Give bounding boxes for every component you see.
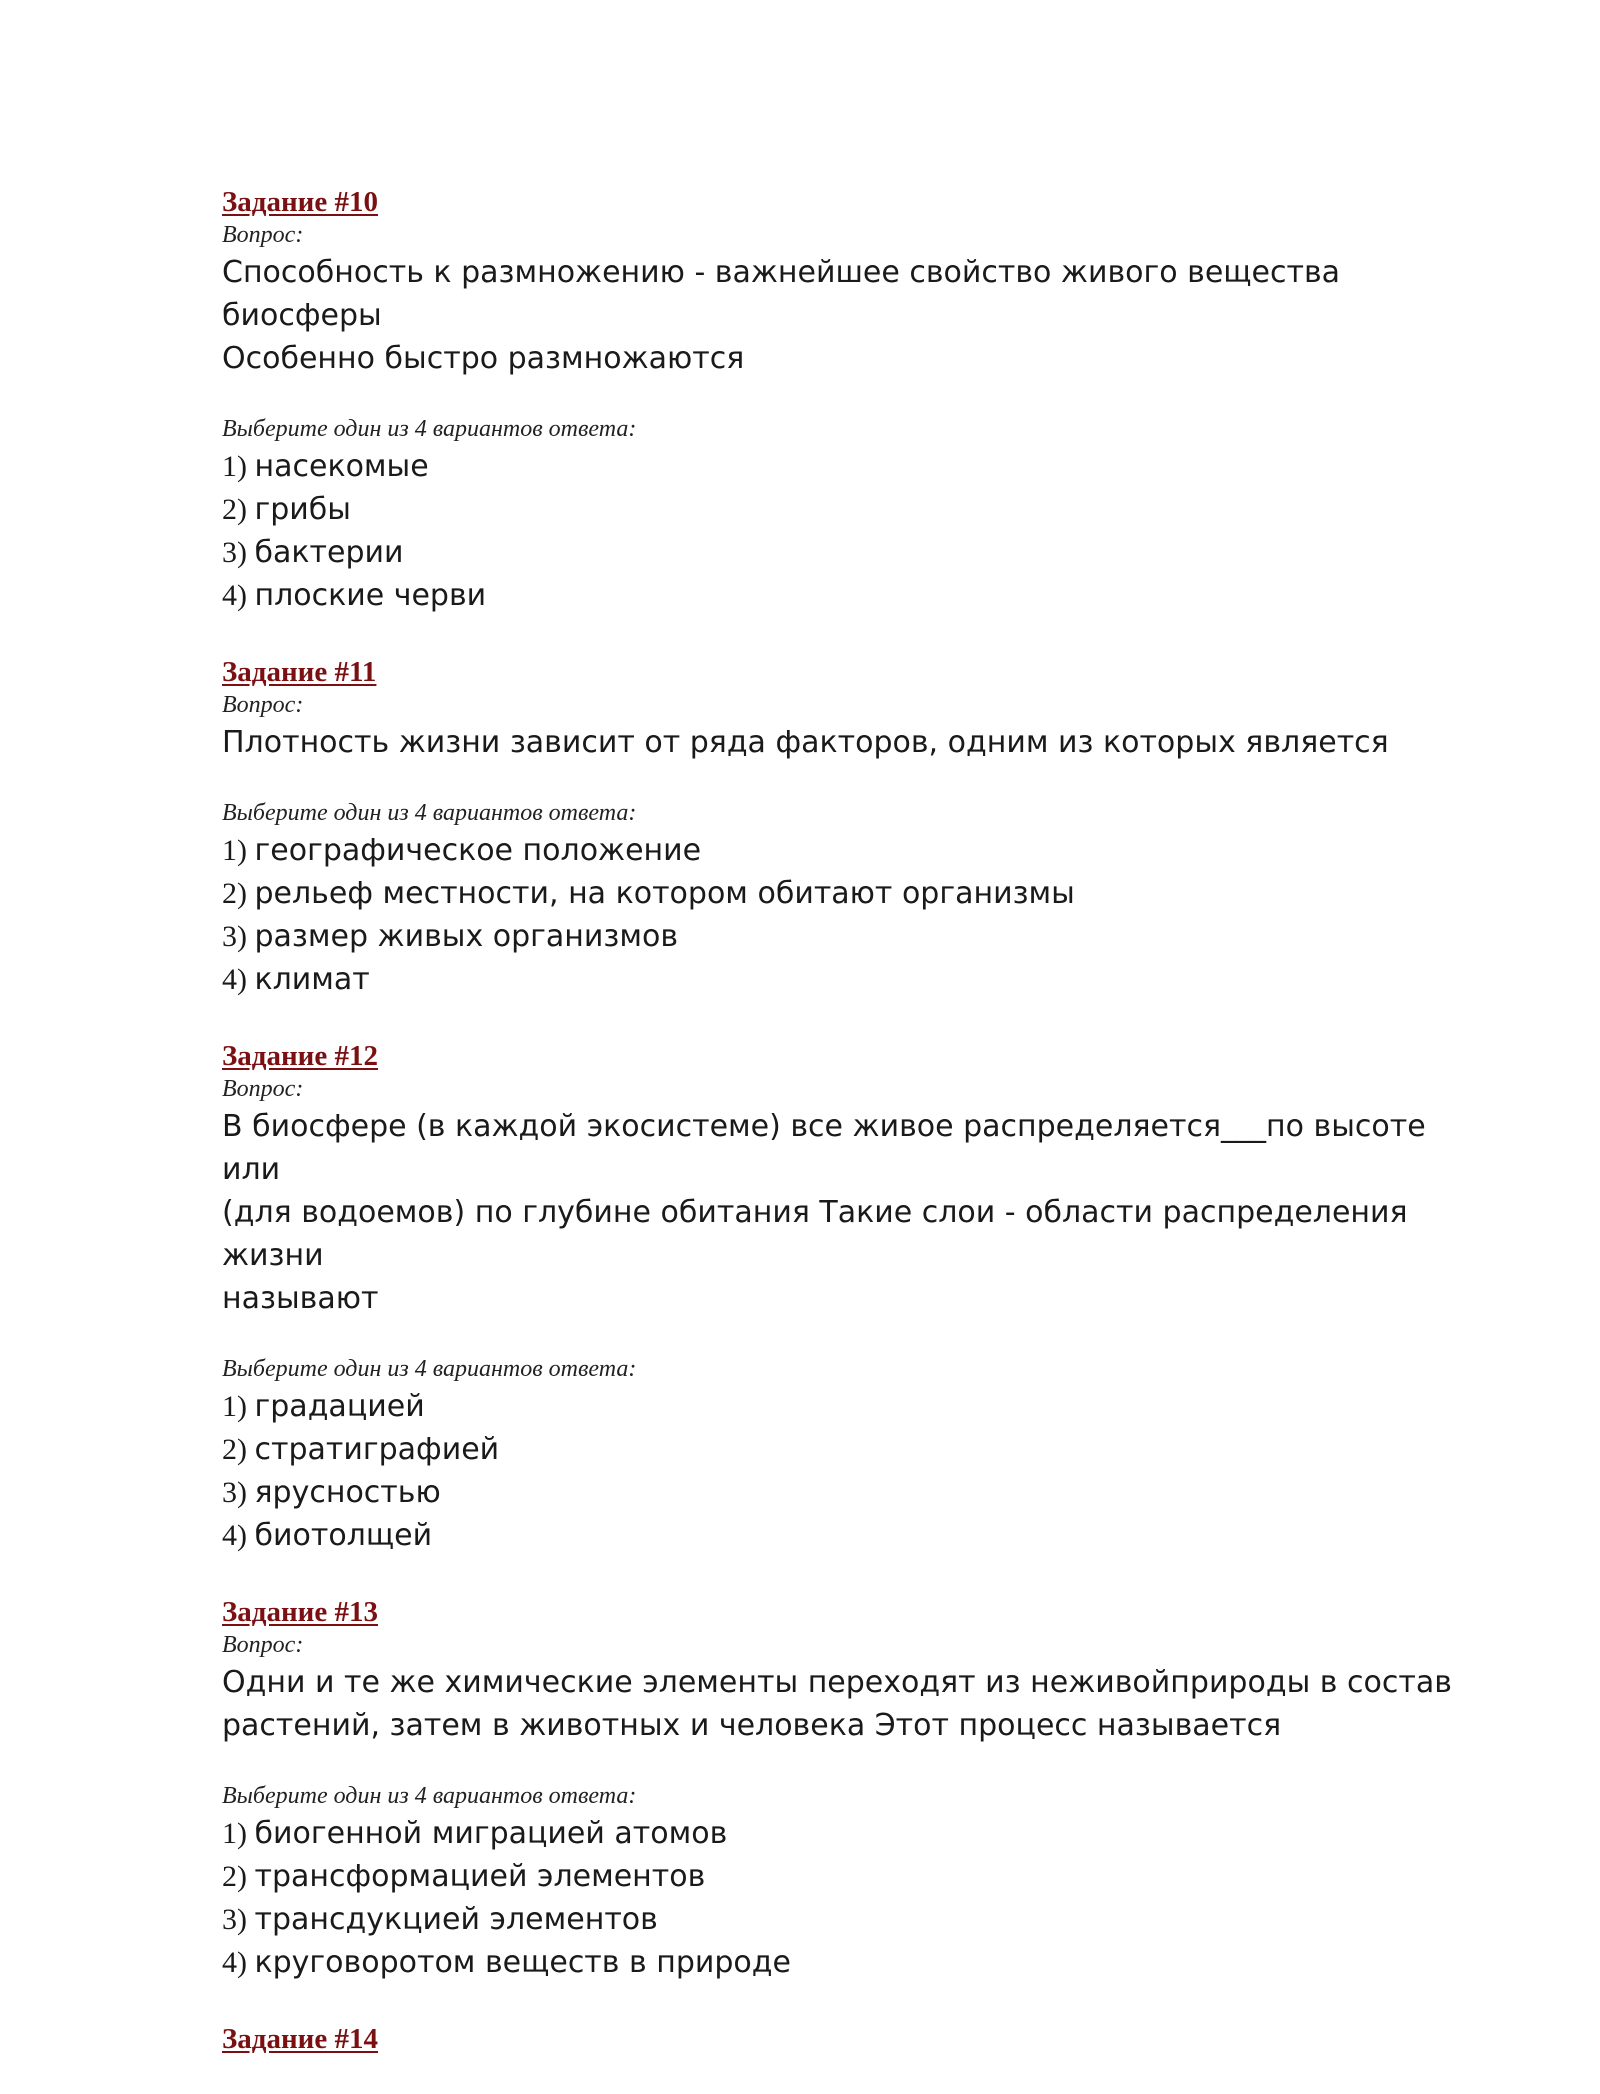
question-text: Одни и те же химические элементы переходят из неживойприроды в состав растений, затем в животных и человека Этот процесс называется: [222, 1665, 1452, 1743]
answer-option: [222, 488, 1482, 531]
answer-option: [222, 1385, 1482, 1428]
answer-option: [222, 1812, 1482, 1855]
question-text: Плотность жизни зависит от ряда факторов, одним из которых является: [222, 725, 1389, 760]
answer-option: [222, 1941, 1482, 1984]
task-13: [222, 1593, 1482, 1984]
option-text: размер живых организмов: [254, 919, 679, 954]
answer-option: [222, 958, 1482, 1001]
answer-options: [222, 445, 1482, 617]
task-title: Задание #12: [222, 1040, 379, 1072]
option-number: 3): [222, 1903, 247, 1936]
task-14: [222, 2020, 1482, 2058]
answer-option: [222, 531, 1482, 574]
option-text: трансдукцией элементов: [254, 1902, 658, 1937]
answer-option: [222, 1471, 1482, 1514]
task-title: Задание #11: [222, 656, 377, 688]
answer-option: [222, 1898, 1482, 1941]
question-label: Вопрос:: [222, 222, 304, 248]
option-text: биогенной миграцией атомов: [254, 1816, 728, 1851]
choose-label: Выберите один из 4 вариантов ответа:: [222, 1783, 637, 1809]
answer-option: [222, 872, 1482, 915]
answer-option: [222, 445, 1482, 488]
option-text: градацией: [254, 1389, 425, 1424]
option-text: грибы: [254, 492, 351, 527]
option-text: стратиграфией: [254, 1432, 500, 1467]
question-label: Вопрос:: [222, 1076, 304, 1102]
question-label: Вопрос:: [222, 692, 304, 718]
answer-option: [222, 1428, 1482, 1471]
answer-options: [222, 1385, 1482, 1557]
question-label: Вопрос:: [222, 1632, 304, 1658]
option-number: 2): [222, 1860, 247, 1893]
answer-option: [222, 915, 1482, 958]
option-number: 1): [222, 450, 247, 483]
answer-option: [222, 829, 1482, 872]
option-text: биотолщей: [254, 1518, 433, 1553]
option-text: круговоротом веществ в природе: [254, 1945, 791, 1980]
task-title: Задание #14: [222, 2023, 379, 2055]
option-number: 2): [222, 877, 247, 910]
question-text: В биосфере (в каждой экосистеме) все живое распределяется___по высоте или (для водоемов) по глубине обитания Такие слои - области распределения жизни называют: [222, 1109, 1426, 1316]
option-text: бактерии: [254, 535, 404, 570]
option-number: 4): [222, 579, 247, 612]
option-text: ярусностью: [254, 1475, 441, 1510]
option-number: 2): [222, 1433, 247, 1466]
answer-option: [222, 1855, 1482, 1898]
choose-label: Выберите один из 4 вариантов ответа:: [222, 1356, 637, 1382]
answer-options: [222, 1812, 1482, 1984]
option-number: 3): [222, 536, 247, 569]
task-11: [222, 653, 1482, 1001]
option-text: рельеф местности, на котором обитают организмы: [254, 876, 1075, 911]
option-number: 3): [222, 920, 247, 953]
option-number: 3): [222, 1476, 247, 1509]
question-text: Способность к размножению - важнейшее свойство живого вещества биосферы Особенно быстро размножаются: [222, 255, 1341, 376]
option-text: насекомые: [254, 449, 429, 484]
option-number: 1): [222, 1817, 247, 1850]
option-text: географическое положение: [254, 833, 702, 868]
option-number: 2): [222, 493, 247, 526]
answer-option: [222, 574, 1482, 617]
option-number: 4): [222, 963, 247, 996]
task-title: Задание #10: [222, 186, 379, 218]
choose-label: Выберите один из 4 вариантов ответа:: [222, 800, 637, 826]
option-text: трансформацией элементов: [254, 1859, 706, 1894]
option-text: климат: [254, 962, 370, 997]
choose-label: Выберите один из 4 вариантов ответа:: [222, 416, 637, 442]
task-title: Задание #13: [222, 1596, 379, 1628]
answer-option: [222, 1514, 1482, 1557]
option-number: 4): [222, 1519, 247, 1552]
task-12: [222, 1037, 1482, 1557]
task-10: [222, 183, 1482, 617]
option-number: 1): [222, 1390, 247, 1423]
document-page: [222, 183, 1482, 2094]
option-text: плоские черви: [254, 578, 487, 613]
option-number: 4): [222, 1946, 247, 1979]
option-number: 1): [222, 834, 247, 867]
answer-options: [222, 829, 1482, 1001]
